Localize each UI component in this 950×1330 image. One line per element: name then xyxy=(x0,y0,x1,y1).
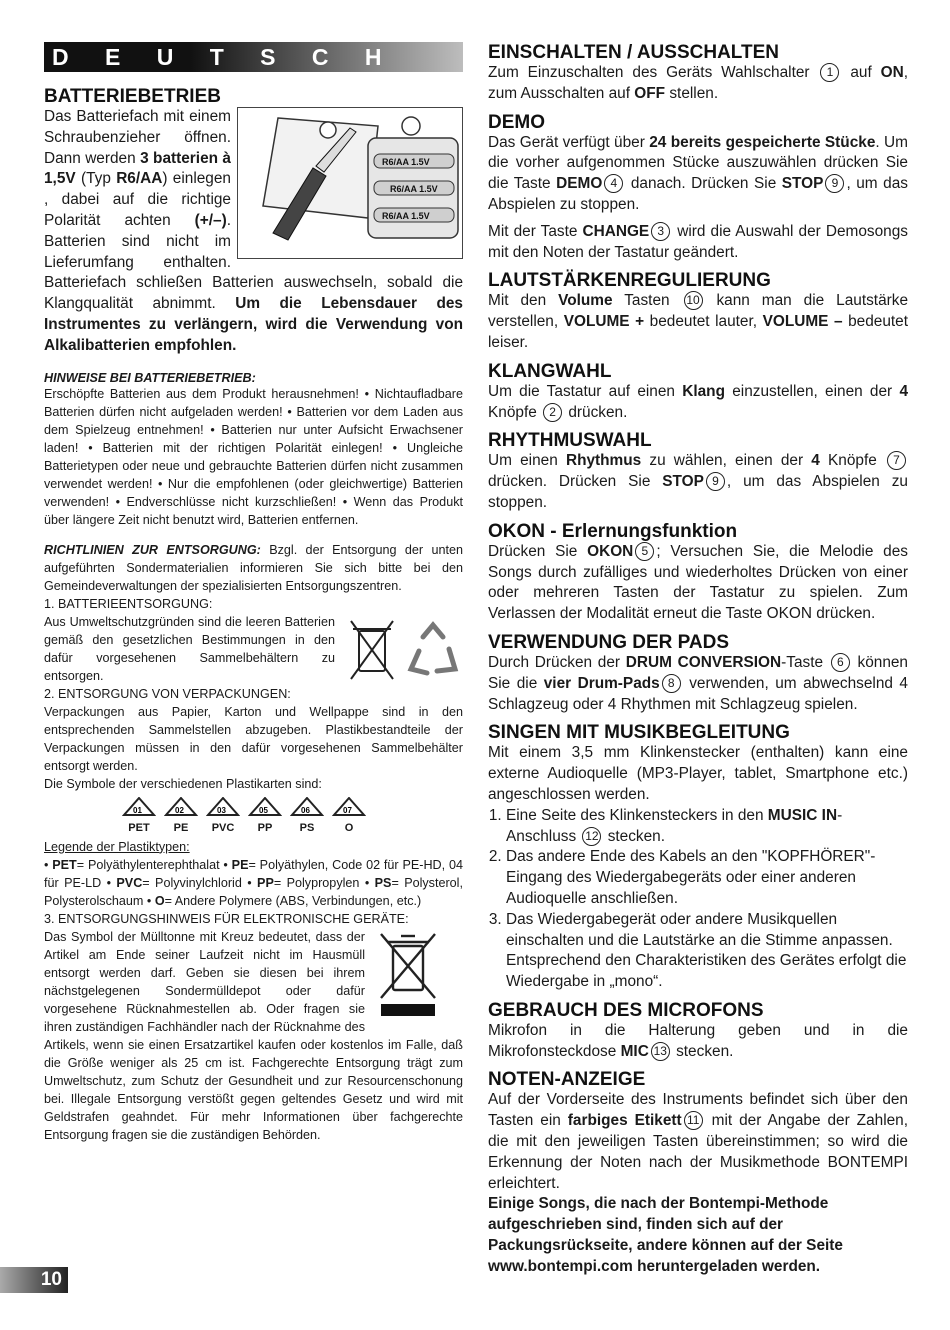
plastic-code: 01 xyxy=(133,805,142,815)
battery-recycle-icon xyxy=(345,615,463,687)
text: kann man die Lautstärke verstellen, xyxy=(488,292,909,331)
demo-section xyxy=(488,112,908,264)
pads-text xyxy=(488,653,908,715)
text: Eine Seite des Klinkensteckers in den xyxy=(506,806,768,824)
disposal-heading: RICHTLINIEN ZUR ENTSORGUNG: xyxy=(44,542,261,557)
text: Mit den xyxy=(488,292,559,310)
control-number: 4 xyxy=(604,174,623,193)
legend-key: PET xyxy=(52,857,77,872)
text: drücken. xyxy=(564,403,628,421)
plastic-code: 05 xyxy=(259,805,268,815)
hints-section xyxy=(44,371,463,529)
text: Um die Tastatur auf einen xyxy=(488,382,683,400)
onoff-section xyxy=(488,42,908,105)
hints-text: Erschöpfte Batterien aus dem Produkt herausnehmen! • Nichtaufladbare Batterien dürfen nicht aufgeladen werden! • Batterien vor dem Laden aus dem Spielzeug entnehmen! • Batterien nur unter Aufsicht Erwachsener laden! • Batterien mit der richtigen Polarität einlegen! • Ungleiche Batterietypen oder neue und gebrauchte Batterien dürfen nicht zusammen verwendet werden! • Nur die empfohlenen (oder gleichwertige) Batterien verwenden! • Endverschlüsse nicht kurzschließen! • Wenn das Produkt über längere Zeit nicht benutzt wird, Batterien entfernen. xyxy=(44,386,463,527)
stop-key: STOP xyxy=(781,175,824,193)
volume-section xyxy=(488,270,908,353)
okon-text xyxy=(488,542,908,625)
plastic-label: PET xyxy=(128,821,150,834)
demo-change-text xyxy=(488,222,908,264)
text: Um einen xyxy=(488,452,566,470)
text: drücken. Drücken Sie xyxy=(488,473,663,491)
count: 4 xyxy=(811,452,820,470)
control-number: 3 xyxy=(651,222,670,241)
mic-label: MIC xyxy=(620,1042,649,1060)
page-number: 10 xyxy=(40,1269,62,1290)
mic-heading: GEBRAUCH DES MICROFONS xyxy=(488,999,764,1021)
sound-section xyxy=(488,361,908,424)
rhythm-key: Rhythmus xyxy=(565,452,642,470)
text: auf xyxy=(841,64,881,81)
demo-heading: DEMO xyxy=(488,111,545,133)
text: können Sie die xyxy=(488,653,908,692)
pads-heading: VERWENDUNG DER PADS xyxy=(488,631,730,653)
cell-label-3: R6/AA 1.5V xyxy=(382,211,430,221)
left-column xyxy=(44,42,463,1144)
legend-value: = Polypropylen • xyxy=(273,875,375,890)
text: bedeutet lauter, xyxy=(644,313,763,331)
disposal-s3-title: 3. ENTSORGUNGSHINWEIS FÜR ELEKTRONISCHE GERÄTE: xyxy=(44,911,409,926)
colored-label: farbiges Etikett xyxy=(567,1112,682,1130)
plastic-symbols xyxy=(122,797,463,834)
battery-type: R6/AA xyxy=(116,170,163,188)
sing-text xyxy=(488,743,908,993)
volume-heading: LAUTSTÄRKENREGULIERUNG xyxy=(488,270,771,292)
plastic-symbol xyxy=(206,797,240,834)
legend-value: = Andere Polymere (ABS, Verbindungen, etc.) xyxy=(164,893,422,908)
cell-label-1: R6/AA 1.5V xyxy=(382,157,430,167)
battery-count: 3 batterien à 1,5V xyxy=(44,149,231,188)
plastic-symbol xyxy=(122,797,156,834)
battery-text-g: . Batterien sind nicht im Lieferumfang enthalten. Batteriefach schließen Batterien auswechseln, sobald die Klangqualität abnimmt. xyxy=(44,211,463,313)
okon-section xyxy=(488,521,908,625)
list-item: 2. Das andere Ende des Kabels an den "KOPFHÖRER"-Eingang des Wiedergabegeräts oder einer anderen Audioquelle anschließen. xyxy=(506,847,908,909)
okon-heading: OKON - Erlernungsfunktion xyxy=(488,520,738,542)
battery-heading: BATTERIEBETRIEB xyxy=(44,86,221,107)
music-in-label: MUSIC IN xyxy=(767,806,838,824)
text: verwenden, um abwechselnd 4 Schlagzeug oder 4 Rhythmen mit Schlagzeug spielen. xyxy=(488,674,908,713)
volume-text xyxy=(488,291,908,353)
legend-value: = Polysterol, Polysterolschaum • xyxy=(44,875,463,908)
plastic-code: 03 xyxy=(217,805,226,815)
legend-key: PP xyxy=(257,875,274,890)
plastic-label: PVC xyxy=(211,821,235,834)
battery-text-a: Das Batteriefach mit einem Schraubenzieher öffnen. Dann werden xyxy=(44,108,231,167)
battery-polarity: (+/–) xyxy=(194,211,227,229)
control-number: 13 xyxy=(651,1042,670,1061)
control-number: 9 xyxy=(825,174,844,193)
plastic-label: PP xyxy=(257,821,273,834)
notes-text xyxy=(488,1090,908,1194)
plastic-code: 07 xyxy=(343,805,352,815)
text: , um das Abspielen zu stoppen. xyxy=(488,175,908,213)
text: Knöpfe xyxy=(819,452,885,470)
disposal-section xyxy=(44,541,463,1144)
text: . Um die vorher aufgenommen Stücke auszuwählen drücken Sie die Taste xyxy=(488,133,908,193)
control-number: 2 xyxy=(543,403,562,422)
text: Knöpfe xyxy=(488,403,542,421)
off-label: OFF xyxy=(634,84,666,102)
language-banner: D E U T S C H xyxy=(44,42,463,72)
plastic-symbol xyxy=(248,797,282,834)
control-number: 7 xyxy=(887,451,906,470)
control-number: 5 xyxy=(635,542,654,561)
pads-section xyxy=(488,632,908,715)
volume-plus-key: VOLUME + xyxy=(563,313,645,331)
on-label: ON xyxy=(880,64,904,81)
text: einzustellen, einen der xyxy=(724,382,900,400)
text: danach. Drücken Sie xyxy=(625,175,782,193)
drum-conversion-key: DRUM CONVERSION xyxy=(625,653,782,671)
battery-text-e: ) einlegen , dabei auf die richtige Polarität achten xyxy=(44,170,231,229)
disposal-s3-text: Das Symbol der Mülltonne mit Kreuz bedeutet, dass der Artikel am Ende seiner Laufzeit nicht im Hausmüll entsorgt werden darf. Geben sie diesen bei ihrem nächstgelegenen Sondermülldepot oder dafür vorgesehene Rücknahmestellen ab. Oder fragen sie ihren zuständigen Fachhändler nach der Rücknahme des Artikels, wenn sie einen Ersatzartikel kaufen oder kostenlos im Falle, daß die Größe weniger als 25 cm ist. Fachgerechte Entsorgung trägt zum Umweltschutz, zum Schutz der Gesundheit und zur Resourcenschonung bei. Illegale Entsorgung verstößt gegen geltendes Gesetz und wird mit Geldstrafen geahndet. Für mehr Informationen über fachgerechte Entsorgung fragen sie die zuständigen Behörden. xyxy=(44,929,463,1142)
cell-label-2: R6/AA 1.5V xyxy=(390,184,438,194)
demo-count: 24 bereits gespeicherte Stücke xyxy=(649,133,876,151)
battery-compartment-illustration xyxy=(237,107,463,259)
control-number: 6 xyxy=(831,653,850,672)
okon-key: OKON xyxy=(587,542,634,560)
text: -Taste xyxy=(781,653,829,671)
plastic-symbol xyxy=(332,797,366,834)
hints-heading: HINWEISE BEI BATTERIEBETRIEB: xyxy=(44,370,256,385)
volume-key: Volume xyxy=(558,292,613,310)
page-number-tab xyxy=(0,1267,68,1293)
crossed-bin-icon xyxy=(373,930,443,1018)
text: wird die Auswahl der Demosongs mit den Noten der Tastatur geändert. xyxy=(488,222,908,261)
disposal-s2-symbols: Die Symbole der verschiedenen Plastikarten sind: xyxy=(44,776,322,791)
sound-heading: KLANGWAHL xyxy=(488,360,612,382)
onoff-text xyxy=(488,63,908,105)
demo-key: DEMO xyxy=(556,175,603,193)
list-item: 3. Das Wiedergabegerät oder andere Musikquellen einschalten und die Lautstärke an die Stimme anpassen. Entsprechend den Charakteristiken des Gerätes erfolgt die Wiedergabe in „mono“. xyxy=(506,910,908,993)
text: , um das Abspielen zu stoppen. xyxy=(488,473,908,511)
sound-text xyxy=(488,382,908,424)
stop-key: STOP xyxy=(662,473,704,491)
sing-steps xyxy=(488,806,908,993)
sing-intro: Mit einem 3,5 mm Klinkenstecker (enthalten) kann eine externe Audioquelle (MP3-Player, tablet, Smartphone etc.) angeschlossen werden. xyxy=(488,744,908,803)
count: 4 xyxy=(899,382,908,400)
disposal-s1-text: Aus Umweltschutzgründen sind die leeren Batterien gemäß den gesetzlichen Bestimmungen in den dafür vorgesehenen Sammelbehältern zu entsorgen. xyxy=(44,614,335,683)
mic-section xyxy=(488,1000,908,1063)
control-number: 1 xyxy=(820,63,839,82)
change-key: CHANGE xyxy=(582,222,650,240)
text: zu wählen, einen der xyxy=(641,452,812,470)
sing-heading: SINGEN MIT MUSIKBEGLEITUNG xyxy=(488,722,790,744)
rhythm-section xyxy=(488,430,908,513)
battery-section xyxy=(44,86,463,357)
sing-section xyxy=(488,722,908,993)
text: mit der Angabe der Zahlen, die mit den jeweiligen Tasten übereinstimmen; so wird die Erkennung der Noten nach der Musikmethode BONTEMPI erleichtert. xyxy=(488,1112,909,1192)
plastic-label: PS xyxy=(299,821,315,834)
control-number: 12 xyxy=(582,827,601,846)
text: stecken. xyxy=(671,1042,734,1060)
legend-text: • PET= Polyäthylenterephthalat • PE= Polyäthylen, Code 02 für PE-HD, 04 für PE-LD • PVC= Polyvinylchlorid • PP= Polypropylen • PS= Polysterol, Polysterolschaum • O= Andere Polymere (ABS, Verbindungen, etc.) xyxy=(44,857,463,908)
text: Tasten xyxy=(612,292,682,310)
legend-title: Legende der Plastiktypen: xyxy=(44,839,190,854)
legend-key: PE xyxy=(231,857,249,872)
legend-key: O xyxy=(154,893,165,908)
rhythm-text xyxy=(488,451,908,513)
disposal-s2-title: 2. ENTSORGUNG VON VERPACKUNGEN: xyxy=(44,686,291,701)
text: Auf der Vorderseite des Instruments befindet sich über den Tasten ein xyxy=(488,1091,908,1130)
disposal-s2-text: Verpackungen aus Papier, Karton und Wellpappe sind in den entsprechenden Sammelstellen abzugeben. Plastikbestandteile der Verpackungen müssen in den dafür vorgesehenen Sammelbehälter entsorgt werden. xyxy=(44,704,463,773)
sound-key: Klang xyxy=(682,382,725,400)
plastic-symbol xyxy=(290,797,324,834)
onoff-heading: EINSCHALTEN / AUSSCHALTEN xyxy=(488,42,779,63)
legend-key: PVC xyxy=(116,875,143,890)
control-number: 9 xyxy=(706,472,725,491)
plastic-label: PE xyxy=(173,821,189,834)
notes-section xyxy=(488,1069,908,1277)
demo-text xyxy=(488,133,908,216)
text: Das Gerät verfügt über xyxy=(488,133,650,151)
control-number: 10 xyxy=(684,291,703,310)
disposal-intro: Bzgl. der Entsorgung der unten aufgeführten Sondermaterialien informieren Sie sich bitte bei den Gemeindeverwaltungen der spezialisierten Entsorgungszentren. xyxy=(44,542,463,593)
text: Drücken Sie xyxy=(488,542,588,560)
battery-alkaline-note: Um die Lebensdauer des Instrumentes zu verlängern, wird die Verwendung von Alkalibatterien empfohlen. xyxy=(44,295,463,354)
control-number: 11 xyxy=(684,1111,703,1130)
legend-key: PS xyxy=(374,875,392,890)
text: , zum Ausschalten auf xyxy=(488,64,909,102)
control-number: 8 xyxy=(662,674,681,693)
disposal-s1-title: 1. BATTERIEENTSORGUNG: xyxy=(44,596,213,611)
notes-heading: NOTEN-ANZEIGE xyxy=(488,1069,646,1091)
plastic-code: 06 xyxy=(301,805,310,815)
battery-text-c: (Typ xyxy=(75,170,117,188)
list-item xyxy=(506,806,908,848)
mic-text xyxy=(488,1021,908,1063)
notes-bontempi-text: Einige Songs, die nach der Bontempi-Methode aufgeschrieben sind, finden sich auf der Packungsrückseite, andere können auf der Seite www.bontempi.com heruntergeladen werden. xyxy=(488,1195,843,1275)
text: Mikrofon in die Halterung geben und in die Mikrofonsteckdose xyxy=(488,1021,908,1060)
text: Durch Drücken der xyxy=(488,653,626,671)
text: -Anschluss xyxy=(506,806,843,845)
legend-value: = Polyäthylen, Code 02 für PE-HD, 04 für PE-LD • xyxy=(44,857,463,890)
plastic-code: 02 xyxy=(175,805,184,815)
plastic-label: O xyxy=(344,821,354,834)
volume-minus-key: VOLUME – xyxy=(762,313,843,331)
text: bedeutet leiser. xyxy=(488,313,909,351)
rhythm-heading: RHYTHMUSWAHL xyxy=(488,430,652,452)
drum-pads-label: vier Drum-Pads xyxy=(543,674,660,692)
text: stellen. xyxy=(665,84,719,102)
legend-value: = Polyäthylenterephthalat • xyxy=(76,857,232,872)
text: ; Versuchen Sie, die Melodie des Songs durch zufälliges und wiederholtes Drücken von einer oder mehreren Tasten der Tastatur zu spielen. Zum Verlassen der Modalität erneut die Taste OKON drücken. xyxy=(488,542,909,623)
text: Mit der Taste xyxy=(488,222,583,240)
text: Zum Einzuschalten des Geräts Wahlschalter xyxy=(488,64,819,81)
right-column xyxy=(488,42,908,1285)
text: stecken. xyxy=(603,827,666,845)
legend-value: = Polyvinylchlorid • xyxy=(142,875,258,890)
plastic-symbol xyxy=(164,797,198,834)
